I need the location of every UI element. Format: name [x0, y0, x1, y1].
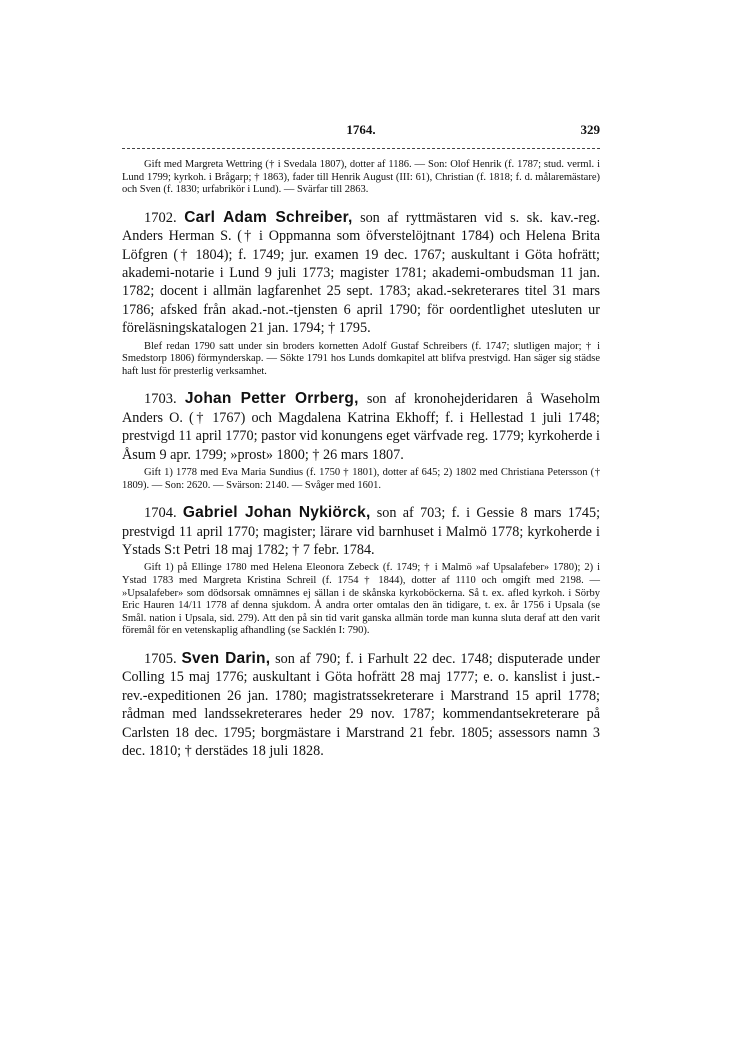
entry — [122, 504, 600, 638]
header-rule — [122, 148, 600, 149]
entry-body: son af kronohejderidaren å Waseholm Anders O. († 1767) och Magdalena Katrina Ekhoff; f. i Hellestad 1 juli 1748; prestvigd 11 april 1770; pastor vid konungens eget värfvade reg. 1779; kyrkoherde i Åsum 9 apr. 1799; »prost» 1800; † 26 mars 1807. — [122, 391, 600, 463]
entry-note: Gift 1) 1778 med Eva Maria Sundius (f. 1750 † 1801), dotter af 645; 2) 1802 med Christiana Petersson († 1809). — Son: 2620. — Svärson: 2140. — Svåger med 1601. — [122, 467, 600, 491]
entry-number: 1705. — [144, 651, 177, 667]
entry-paragraph — [122, 650, 600, 760]
intro-note-text: Gift med Margreta Wettring († i Svedala 1807), dotter af 1186. — Son: Olof Henrik (f. 1787; stud. verml. i Lund 1799; kyrkoh. i Brågarp; † 1863), fader till Henrik August (III: 61), Christian (f. 1818; f. d. målaremästare) och Sven (f. 1830; urfabrikör i Lund). — Svärfar till 2863. — [122, 159, 600, 196]
entry-note: Gift 1) på Ellinge 1780 med Helena Eleonora Zebeck (f. 1749; † i Malmö »af Upsalafeber» 1780); 2) i Ystad 1783 med Margreta Kristina Schreil (f. 1754 † 1844), dotter af 1110 och omgift med 2198. — »Upsalafeber» som dödsorsak omnämnes ej sällan i de skånska kyrkoböckerna. Så t. ex. afled kyrkoh. i Sörby Eric Hauren 14/11 1778 af denna sjukdom. Å andra orter omtalas den än tidigare, t. ex. år 1756 i Upsala (se Smål. nation i Upsala, sid. 279). Att den på sin tid varit ganska allmän torde man kunna sluta deraf att den varit föremål för en vetenskaplig afhandling (se Sacklén I: 790). — [122, 562, 600, 637]
entry-name: Carl Adam Schreiber, — [184, 208, 353, 226]
entry-notes — [122, 467, 600, 492]
entry-name: Johan Petter Orrberg, — [184, 390, 359, 408]
entry-body: son af 790; f. i Farhult 22 dec. 1748; disputerade under Colling 15 maj 1776; auskultant i Göta hofrätt 28 maj 1777; e. o. kanslist i just.-rev.-expeditionen 26 jan. 1780; magistratssekreterare i Marstrand 15 april 1778; rådman med landssekreterares heder 29 nov. 1787; kommendantsekreterare på Carlsten 18 dec. 1795; borgmästare i Marstrand 21 febr. 1805; assessors namn 3 dec. 1810; † derstädes 18 juli 1828. — [122, 651, 601, 760]
entries-list — [122, 209, 600, 761]
intro-note — [122, 159, 600, 197]
entry-paragraph — [122, 504, 600, 559]
book-page — [122, 118, 600, 760]
running-head — [122, 118, 600, 142]
entry-notes — [122, 341, 600, 379]
entry — [122, 209, 600, 379]
entry-number: 1703. — [144, 391, 177, 408]
entry — [122, 390, 600, 492]
entry-name: Gabriel Johan Nykiörck, — [182, 504, 371, 522]
entry-paragraph — [122, 390, 600, 464]
running-head-year: 1764. — [346, 122, 376, 137]
entry-paragraph — [122, 209, 600, 338]
entry-number: 1704. — [144, 505, 177, 522]
entry-notes — [122, 562, 600, 638]
entry-name: Sven Darin, — [181, 650, 271, 667]
entry-number: 1702. — [144, 209, 177, 226]
entry-body: son af ryttmästaren vid s. sk. kav.-reg. Anders Herman S. († i Oppmanna som öfverstelöjtnant 1784) och Helena Brita Löfgren († 1804); f. 1749; jur. examen 19 dec. 1767; auskultant i Göta hofrätt; akademi-notarie i Lund 9 juli 1773; magister 1781; akademi-ombudsman 11 jan. 1782; docent i allmän lagfarenhet 25 sept. 1783; akad.-sekreterares titel 31 mars 1786; afsked från akad.-not.-tjensten 6 april 1790; för oordentlighet utesluten ur föreläsningskatalogen 21 jan. 1794; † 1795. — [122, 209, 601, 337]
entry-body: son af 703; f. i Gessie 8 mars 1745; prestvigd 11 april 1770; magister; lärare vid barnhuset i Malmö 1778; kyrkoherde i Ystads S:t Petri 18 maj 1782; † 7 febr. 1784. — [122, 505, 601, 559]
entry — [122, 650, 600, 760]
entry-note: Blef redan 1790 satt under sin broders kornetten Adolf Gustaf Schreibers (f. 1747; slutligen major; † i Smedstorp 1806) förmynderskap. — Sökte 1791 hos Lunds domkapitel att blifva prestvigd. Han säger sig städse haft lust för presterlig verksamhet. — [122, 340, 600, 377]
page-number: 329 — [580, 122, 600, 137]
